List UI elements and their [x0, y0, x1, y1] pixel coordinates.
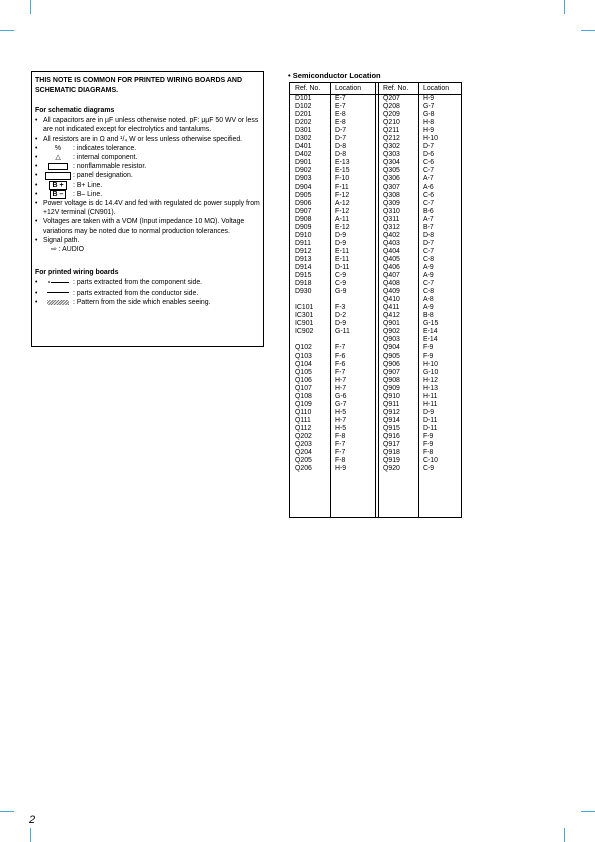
note-item-text: : B– Line.	[73, 190, 103, 198]
location-cell: H-11	[423, 400, 438, 408]
note-item-text: Voltages are taken with a VOM (Input impedance 10 MΩ). Voltage variations may be noted due to normal production tolerances.	[43, 218, 245, 235]
location-cell: A-6	[423, 183, 434, 191]
location-cell: D-7	[423, 143, 435, 151]
ref-no-cell: Q904	[383, 344, 400, 352]
ref-no-cell: Q905	[383, 352, 400, 360]
ref-no-cell: Q109	[295, 400, 312, 408]
ref-no-cell: Q207	[383, 95, 400, 102]
right-ref-column	[383, 95, 400, 473]
note-list-item: • All resistors are in Ω and ¹/₄ W or less unless otherwise specified.	[35, 135, 243, 143]
ref-no-cell: D906	[295, 199, 312, 207]
note-item-text: Power voltage is dc 14.4V and fed with regulated dc power supply from +12V terminal (CN901).	[43, 200, 260, 217]
ref-no-cell: Q919	[383, 457, 400, 465]
note-item-text: : parts extracted from the conductor side.	[73, 289, 199, 297]
ref-no-cell: Q307	[383, 183, 400, 191]
location-cell: E-11	[335, 247, 350, 255]
note-list-item: • : parts extracted from the conductor side.	[35, 289, 199, 297]
left-location-column	[335, 95, 350, 473]
note-list-item: • All capacitors are in µF unless otherwise noted. pF: µµF 50 WV or less are not indicated except for electrolytics and tantalums.	[35, 117, 259, 134]
ref-no-cell: D202	[295, 119, 312, 127]
location-cell: E-7	[335, 103, 346, 111]
location-cell: C-7	[423, 247, 435, 255]
location-cell: F-6	[335, 352, 346, 360]
component-side-line-icon: ∘	[43, 278, 73, 288]
location-cell: F-12	[335, 191, 350, 199]
hatched-pattern-icon	[47, 300, 69, 305]
location-cell: C-6	[423, 191, 435, 199]
conductor-side-line-icon	[47, 292, 69, 293]
location-cell: A-9	[423, 263, 434, 271]
location-cell: E-15	[335, 167, 350, 175]
nonflammable-resistor-icon	[48, 163, 68, 170]
header-ref-no: Ref. No.	[383, 85, 409, 92]
crop-mark	[581, 30, 595, 31]
ref-no-cell: D904	[295, 183, 312, 191]
location-cell: D-9	[335, 320, 347, 328]
location-cell: D-11	[335, 263, 350, 271]
ref-no-cell: Q303	[383, 151, 400, 159]
location-cell: F-9	[423, 441, 434, 449]
ref-no-cell: Q304	[383, 159, 400, 167]
schematic-list	[35, 116, 260, 245]
ref-no-cell: D915	[295, 272, 312, 280]
ref-no-cell: Q212	[383, 135, 400, 143]
location-cell: E-14	[423, 336, 438, 344]
ref-no-cell: D201	[295, 111, 312, 119]
ref-no-cell: Q908	[383, 376, 400, 384]
location-cell: H-9	[423, 127, 435, 135]
location-cell: F-9	[423, 344, 434, 352]
ref-no-cell: Q411	[383, 304, 400, 312]
crop-mark	[30, 828, 31, 842]
location-cell: E-7	[335, 95, 346, 102]
location-cell: D-8	[335, 143, 347, 151]
ref-no-cell: Q105	[295, 368, 312, 376]
note-list-item: • : panel designation.	[35, 172, 133, 180]
note-item-text: : parts extracted from the component side.	[73, 279, 203, 287]
crop-mark	[564, 828, 565, 842]
ref-no-cell: IC101	[295, 304, 314, 312]
ref-no-cell: Q405	[383, 255, 400, 263]
location-cell: E-8	[335, 119, 346, 127]
ref-no-cell: Q412	[383, 312, 400, 320]
location-cell: G-7	[335, 400, 347, 408]
ref-no-cell: Q211	[383, 127, 400, 135]
location-cell: A-12	[335, 199, 350, 207]
crop-mark	[30, 0, 31, 14]
note-list-item: • ∘ : parts extracted from the component side.	[35, 278, 260, 288]
ref-no-cell: Q102	[295, 344, 312, 352]
ref-no-cell: Q305	[383, 167, 400, 175]
ref-no-cell: D918	[295, 280, 312, 288]
note-item-text: : Pattern from the side which enables seeing.	[73, 298, 211, 306]
note-list-item: • B + : B+ Line.	[35, 181, 103, 189]
arrow-right-icon: ⇨	[51, 246, 57, 254]
ref-no-cell: Q205	[295, 457, 312, 465]
location-cell: F-3	[335, 304, 346, 312]
ref-no-cell: D908	[295, 215, 312, 223]
ref-no-cell: D302	[295, 135, 312, 143]
location-cell: H-13	[423, 384, 438, 392]
ref-no-cell: D913	[295, 255, 312, 263]
location-cell: H-9	[423, 95, 435, 102]
location-cell: A-9	[423, 304, 434, 312]
location-cell: F-11	[335, 183, 349, 191]
ref-no-cell: Q914	[383, 416, 400, 424]
b-minus-line-icon: B –	[50, 190, 67, 199]
location-cell: H-12	[423, 376, 438, 384]
location-cell: D-7	[335, 127, 347, 135]
location-cell: D-7	[335, 135, 347, 143]
location-cell: F-8	[335, 457, 346, 465]
ref-no-cell: D910	[295, 231, 312, 239]
location-cell: C-7	[423, 167, 435, 175]
ref-no-cell: Q407	[383, 272, 400, 280]
location-cell: G-11	[335, 328, 350, 336]
right-location-column	[423, 95, 438, 473]
location-cell: D-11	[423, 424, 438, 432]
header-location: Location	[423, 85, 450, 92]
location-cell: H-7	[335, 376, 347, 384]
ref-no-cell: Q901	[383, 320, 400, 328]
semiconductor-title: • Semiconductor Location	[288, 71, 381, 80]
tolerance-icon: %	[54, 144, 62, 152]
location-cell	[335, 336, 350, 344]
location-cell: G-8	[423, 111, 435, 119]
ref-no-cell: Q410	[383, 296, 400, 304]
ref-no-cell: Q108	[295, 392, 312, 400]
note-list-item: • : nonflammable resistor.	[35, 163, 147, 171]
ref-no-cell: D903	[295, 175, 312, 183]
crop-mark	[0, 811, 14, 812]
ref-no-cell: D909	[295, 223, 312, 231]
location-cell: C-8	[423, 255, 435, 263]
signal-path-row	[35, 245, 260, 254]
note-item-text: : indicates tolerance.	[73, 144, 137, 152]
location-cell: C-10	[423, 457, 438, 465]
location-cell: D-9	[335, 231, 347, 239]
location-cell: B-6	[423, 207, 434, 215]
ref-no-cell: D930	[295, 288, 312, 296]
location-cell: C-9	[423, 465, 435, 473]
ref-no-cell: Q406	[383, 263, 400, 271]
location-cell: F-7	[335, 441, 346, 449]
ref-no-cell: Q408	[383, 280, 400, 288]
ref-no-cell: IC902	[295, 328, 314, 336]
note-item-text: All resistors are in Ω and ¹/₄ W or less unless otherwise specified.	[43, 135, 243, 143]
location-cell: A-7	[423, 175, 434, 183]
note-list-item: • % : indicates tolerance.	[35, 144, 137, 152]
location-cell: G-10	[423, 368, 439, 376]
location-cell: H-8	[423, 119, 435, 127]
ref-no-cell: Q916	[383, 432, 400, 440]
note-list-item: • Signal path.	[35, 236, 80, 244]
location-cell: D-7	[423, 239, 435, 247]
note-item-text: : nonflammable resistor.	[73, 163, 147, 171]
ref-no-cell: Q402	[383, 231, 400, 239]
ref-no-cell: Q306	[383, 175, 400, 183]
note-list-item: • B – : B– Line.	[35, 190, 103, 198]
note-item-text: : panel designation.	[73, 172, 133, 180]
ref-no-cell: IC301	[295, 312, 314, 320]
location-cell: F-8	[423, 449, 434, 457]
ref-no-cell: Q404	[383, 247, 400, 255]
crop-mark	[0, 30, 14, 31]
internal-component-icon: △	[55, 154, 61, 162]
ref-no-cell: Q203	[295, 441, 312, 449]
ref-no-cell: Q911	[383, 400, 400, 408]
ref-no-cell: Q210	[383, 119, 400, 127]
ref-no-cell: Q312	[383, 223, 400, 231]
note-item-text: : internal component.	[73, 154, 138, 162]
ref-no-cell: Q310	[383, 207, 400, 215]
b-plus-line-icon: B +	[49, 181, 66, 190]
location-cell: D-11	[423, 416, 438, 424]
ref-no-cell: D301	[295, 127, 312, 135]
location-cell: A-8	[423, 296, 434, 304]
location-cell: F-7	[335, 449, 346, 457]
location-cell: H-9	[335, 465, 347, 473]
header-location: Location	[335, 85, 362, 92]
note-item-text: : B+ Line.	[73, 181, 103, 189]
ref-no-cell: Q910	[383, 392, 400, 400]
location-cell: F-7	[335, 344, 346, 352]
ref-no-cell: Q409	[383, 288, 400, 296]
note-list-item: • Power voltage is dc 14.4V and fed with regulated dc power supply from +12V terminal (CN901).	[35, 200, 260, 217]
ref-no-cell: Q103	[295, 352, 312, 360]
location-cell: A-7	[423, 215, 434, 223]
ref-no-cell: Q110	[295, 408, 312, 416]
note-item-text: All capacitors are in µF unless otherwise noted. pF: µµF 50 WV or less are not indicated except for electrolytics and tantalums.	[43, 117, 259, 134]
location-cell: H-5	[335, 408, 347, 416]
location-cell: H-7	[335, 416, 347, 424]
pwb-heading: For printed wiring boards	[35, 269, 119, 277]
page-number: 2	[29, 814, 36, 826]
pwb-list	[35, 278, 260, 307]
location-cell: D-8	[335, 151, 347, 159]
ref-no-cell: Q920	[383, 465, 400, 473]
ref-no-cell: D905	[295, 191, 312, 199]
ref-no-cell: D101	[295, 95, 312, 102]
ref-no-cell: Q104	[295, 360, 312, 368]
location-cell: D-9	[335, 239, 347, 247]
location-cell: E-14	[423, 328, 438, 336]
crop-mark	[564, 0, 565, 14]
location-cell: C-9	[335, 272, 347, 280]
left-ref-column	[295, 95, 313, 473]
location-cell: E-8	[335, 111, 346, 119]
location-cell: C-8	[423, 288, 435, 296]
location-cell: E-12	[335, 223, 350, 231]
ref-no-cell: Q204	[295, 449, 312, 457]
ref-no-cell: D902	[295, 167, 312, 175]
ref-no-cell: D402	[295, 151, 312, 159]
location-cell: D-8	[423, 231, 435, 239]
location-cell: F-7	[335, 368, 346, 376]
location-cell: F-10	[335, 175, 350, 183]
ref-no-cell: D914	[295, 263, 312, 271]
ref-no-cell: D102	[295, 103, 312, 111]
location-cell: A-11	[335, 215, 350, 223]
ref-no-cell: Q111	[295, 416, 311, 424]
location-cell: F-9	[423, 432, 434, 440]
ref-no-cell: Q912	[383, 408, 400, 416]
ref-no-cell: D912	[295, 247, 312, 255]
ref-no-cell: Q106	[295, 376, 312, 384]
location-cell: E-13	[335, 159, 350, 167]
ref-no-cell: Q403	[383, 239, 400, 247]
note-item-text: Signal path.	[43, 236, 80, 244]
ref-no-cell: Q112	[295, 424, 312, 432]
location-cell: G-15	[423, 320, 439, 328]
ref-no-cell	[295, 296, 313, 304]
ref-no-cell: Q909	[383, 384, 400, 392]
header-ref-no: Ref. No.	[295, 85, 321, 92]
ref-no-cell: IC901	[295, 320, 314, 328]
common-note-box	[31, 71, 264, 347]
ref-no-cell: Q107	[295, 384, 312, 392]
ref-no-cell: Q302	[383, 143, 400, 151]
ref-no-cell: Q903	[383, 336, 400, 344]
location-cell: H-10	[423, 360, 438, 368]
location-cell: B-7	[423, 223, 434, 231]
panel-designation-icon	[45, 172, 71, 180]
location-cell: G-6	[335, 392, 347, 400]
ref-no-cell: Q918	[383, 449, 400, 457]
ref-no-cell: Q915	[383, 424, 400, 432]
location-cell: H-7	[335, 384, 347, 392]
ref-no-cell: Q309	[383, 199, 400, 207]
ref-no-cell: Q906	[383, 360, 400, 368]
ref-no-cell: Q907	[383, 368, 400, 376]
ref-no-cell: D401	[295, 143, 312, 151]
note-list-item: • : Pattern from the side which enables seeing.	[35, 298, 211, 306]
ref-no-cell: D907	[295, 207, 312, 215]
note-list-item: • △ : internal component.	[35, 154, 138, 162]
signal-path-label: : AUDIO	[58, 246, 84, 254]
schematic-heading: For schematic diagrams	[35, 107, 115, 114]
location-cell: H-10	[423, 135, 438, 143]
note-list-item: • Voltages are taken with a VOM (Input impedance 10 MΩ). Voltage variations may be noted due to normal production tolerances.	[35, 218, 245, 235]
ref-no-cell: Q209	[383, 111, 400, 119]
location-cell: C-7	[423, 280, 435, 288]
ref-no-cell: D901	[295, 159, 312, 167]
semiconductor-table	[289, 82, 462, 518]
location-cell: F-8	[335, 432, 346, 440]
location-cell	[335, 296, 350, 304]
location-cell: F-12	[335, 207, 350, 215]
location-cell: G-7	[423, 103, 435, 111]
location-cell: C-6	[423, 159, 435, 167]
ref-no-cell: Q917	[383, 441, 400, 449]
location-cell: C-9	[335, 280, 347, 288]
ref-no-cell: Q902	[383, 328, 400, 336]
location-cell: H-11	[423, 392, 438, 400]
ref-no-cell: Q202	[295, 432, 312, 440]
location-cell: B-8	[423, 312, 434, 320]
ref-no-cell	[295, 336, 313, 344]
ref-no-cell: Q311	[383, 215, 400, 223]
note-title: THIS NOTE IS COMMON FOR PRINTED WIRING BOARDS AND SCHEMATIC DIAGRAMS.	[35, 77, 243, 94]
location-cell: F-9	[423, 352, 434, 360]
crop-mark	[581, 811, 595, 812]
ref-no-cell: Q208	[383, 103, 400, 111]
location-cell: E-11	[335, 255, 350, 263]
ref-no-cell: D911	[295, 239, 311, 247]
location-cell: H-5	[335, 424, 347, 432]
location-cell: G-9	[335, 288, 347, 296]
location-cell: D-6	[423, 151, 435, 159]
location-cell: D-9	[423, 408, 435, 416]
location-cell: C-7	[423, 199, 435, 207]
ref-no-cell: Q206	[295, 465, 312, 473]
location-cell: D-2	[335, 312, 347, 320]
location-cell: F-6	[335, 360, 346, 368]
location-cell: A-9	[423, 272, 434, 280]
ref-no-cell: Q308	[383, 191, 400, 199]
